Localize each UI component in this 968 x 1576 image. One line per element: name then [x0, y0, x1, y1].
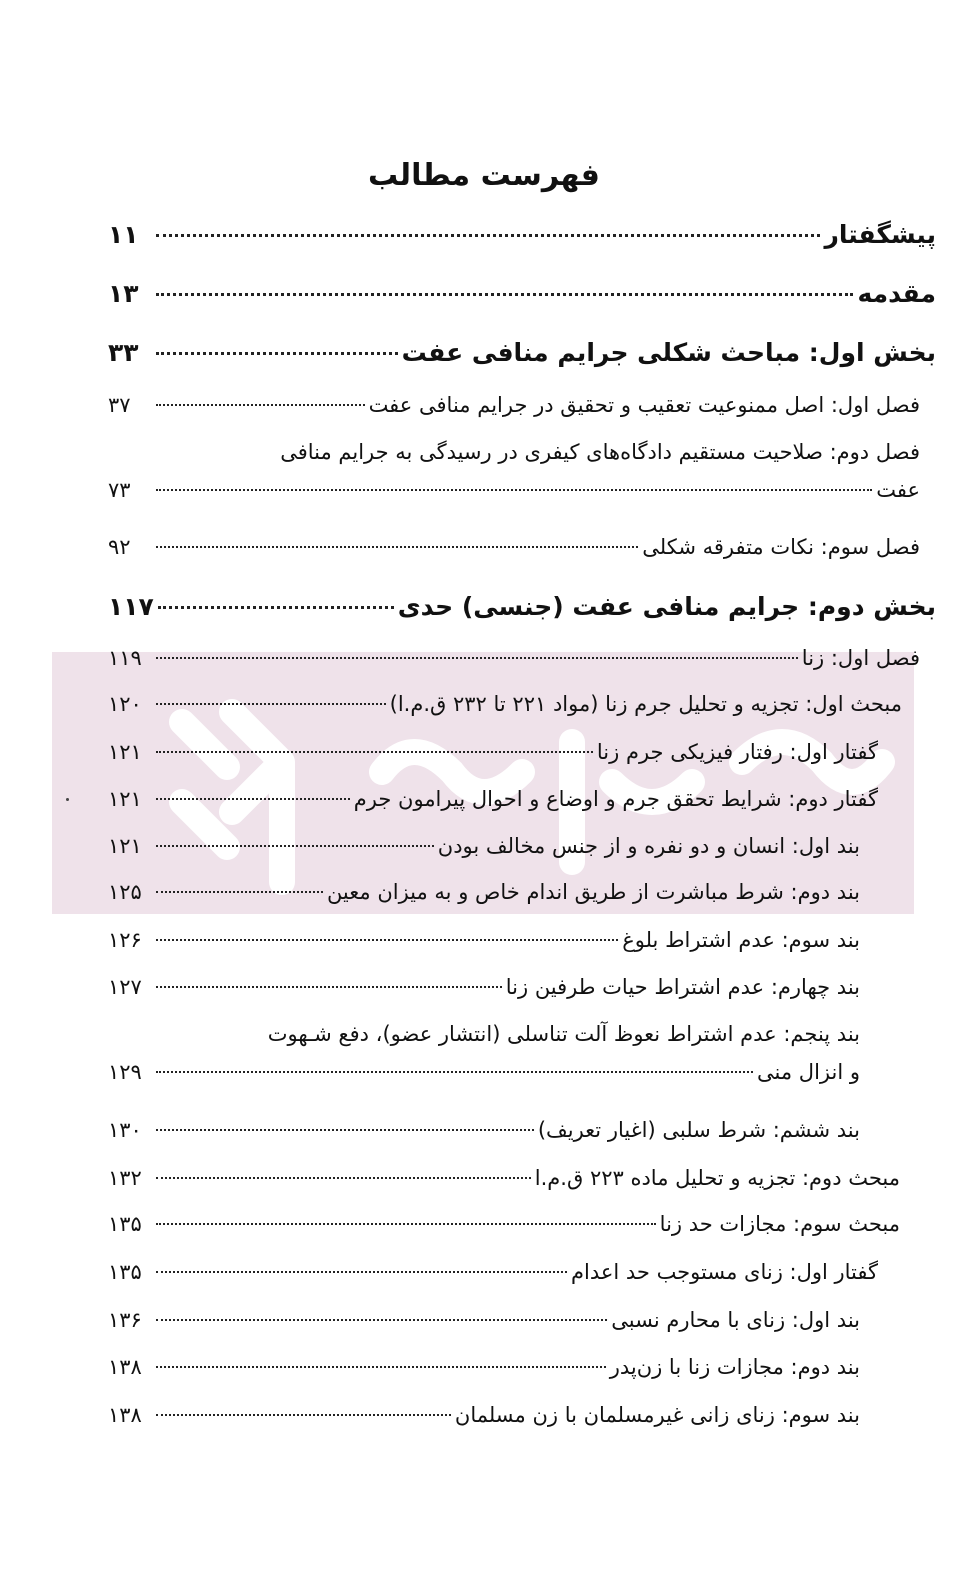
toc-entry-label: بخش دوم: جرایم منافی عفت (جنسی) حدی — [397, 592, 936, 621]
toc-entry-label: گفتار دوم: شرایط تحقق جرم و اوضاع و احوال پیرامون جرم — [353, 787, 878, 811]
toc-entry — [108, 220, 936, 249]
page-title: فهرست مطالب — [368, 158, 600, 193]
toc-entry-page: ۱۱۹ — [108, 646, 142, 670]
toc-entry-label: پیشگفتار — [824, 220, 936, 249]
toc-entry — [108, 1118, 860, 1142]
toc-entry-label: فصل سوم: نکات متفرقه شکلی — [642, 535, 920, 559]
toc-entry — [108, 1166, 900, 1190]
toc-entry-label: بند چهارم: عدم اشتراط حیات طرفین زنا — [505, 975, 860, 999]
dot-leader — [156, 1071, 753, 1073]
toc-entry — [108, 646, 920, 670]
toc-entry-page: ۳۳ — [108, 338, 139, 367]
toc-entry-page: ۱۲۱ — [108, 787, 142, 811]
dot-leader — [156, 1271, 567, 1273]
dot-leader — [156, 293, 853, 296]
toc-entry-label: بخش اول: مباحث شکلی جرایم منافی عفت — [401, 338, 936, 367]
toc-entry — [108, 393, 920, 417]
toc-entry — [108, 440, 920, 502]
dot-leader — [156, 546, 638, 548]
toc-entry-label: مبحث اول: تجزیه و تحلیل جرم زنا (مواد ۲۲۱ تا ۲۳۲ ق.م.ا) — [389, 692, 902, 716]
dot-leader — [156, 986, 502, 988]
dot-leader — [156, 939, 618, 941]
toc-entry — [108, 692, 902, 716]
toc-entry-label: بند ششم: شرط سلبی (اغیار تعریف) — [537, 1118, 860, 1142]
toc-entry — [108, 1212, 900, 1236]
dot-leader — [156, 703, 386, 705]
dot-leader — [156, 352, 398, 355]
dot-leader — [156, 1414, 451, 1416]
toc-entry-label: فصل دوم: صلاحیت مستقیم دادگاه‌های کیفری در رسیدگی به جرایم منافی — [280, 440, 920, 464]
toc-entry-label: مبحث سوم: مجازات حد زنا — [659, 1212, 900, 1236]
toc-entry-page: ۱۳۸ — [108, 1355, 142, 1379]
dot-leader — [156, 1129, 534, 1131]
toc-entry — [108, 1022, 860, 1084]
toc-entry-page: ۱۲۷ — [108, 975, 142, 999]
toc-entry-label: بند سوم: عدم اشتراط بلوغ — [622, 928, 860, 952]
toc-entry-page: ۱۲۰ — [108, 692, 142, 716]
toc-entry-page: ۱۱ — [108, 220, 139, 249]
dot-leader — [156, 891, 323, 893]
toc-entry-page: ۱۳۰ — [108, 1118, 142, 1142]
toc-entry-label: بند اول: زنای با محارم نسبی — [611, 1308, 860, 1332]
stray-mark — [66, 798, 69, 801]
toc-entry — [108, 880, 860, 904]
toc-entry-label: بند دوم: شرط مباشرت از طریق اندام خاص و به میزان معین — [326, 880, 860, 904]
dot-leader — [156, 404, 365, 406]
toc-entry-label: بند دوم: مجازات زنا با زن‌پدر — [609, 1355, 860, 1379]
dot-leader — [158, 606, 394, 609]
toc-entry-page: ۱۲۵ — [108, 880, 142, 904]
toc-entry-page: ۱۲۹ — [108, 1060, 142, 1084]
dot-leader — [156, 489, 872, 491]
toc-entry — [108, 834, 860, 858]
toc-entry-label: بند سوم: زنای زانی غیرمسلمان با زن مسلمان — [454, 1403, 860, 1427]
toc-entry — [108, 592, 936, 621]
toc-entry-label: بند اول: انسان و دو نفره و از جنس مخالف بودن — [437, 834, 860, 858]
toc-entry-page: ۱۳۸ — [108, 1403, 142, 1427]
toc-entry — [108, 1403, 860, 1427]
toc-entry — [108, 787, 878, 811]
toc-entry — [108, 1308, 860, 1332]
toc-entry-page: ۷۳ — [108, 478, 131, 502]
toc-entry-label: مبحث دوم: تجزیه و تحلیل ماده ۲۲۳ ق.م.ا — [534, 1166, 900, 1190]
toc-entry-page: ۹۲ — [108, 535, 131, 559]
toc-entry-label: فصل اول: اصل ممنوعیت تعقیب و تحقیق در جرایم منافی عفت — [368, 393, 920, 417]
toc-entry — [108, 1355, 860, 1379]
dot-leader — [156, 234, 820, 237]
toc-entry-label-cont: و انزال منی — [757, 1060, 860, 1084]
toc-entry-label-cont: عفت — [876, 478, 920, 502]
toc-entry — [108, 1260, 878, 1284]
dot-leader — [156, 798, 350, 800]
toc-entry-page: ۱۳۶ — [108, 1308, 142, 1332]
toc-entry-label: بند پنجم: عدم اشتراط نعوظ آلت تناسلی (انتشار عضو)، دفع شـهوت — [267, 1022, 860, 1046]
toc-entry — [108, 740, 878, 764]
dot-leader — [156, 657, 798, 659]
toc-entry — [108, 338, 936, 367]
toc-entry-page: ۱۲۱ — [108, 740, 142, 764]
dot-leader — [156, 1177, 531, 1179]
toc-entry-label: گفتار اول: زنای مستوجب حد اعدام — [570, 1260, 878, 1284]
toc-entry-page: ۳۷ — [108, 393, 131, 417]
toc-entry — [108, 928, 860, 952]
toc-entry-label: مقدمه — [857, 279, 936, 308]
toc-entry-page: ۱۲۱ — [108, 834, 142, 858]
toc-entry-page: ۱۳۵ — [108, 1212, 142, 1236]
toc-entry-page: ۱۲۶ — [108, 928, 142, 952]
toc-entry — [108, 535, 920, 559]
dot-leader — [156, 1366, 606, 1368]
toc-entry-page: ۱۳۲ — [108, 1166, 142, 1190]
dot-leader — [156, 1223, 656, 1225]
dot-leader — [156, 751, 593, 753]
toc-entry-page: ۱۳۵ — [108, 1260, 142, 1284]
dot-leader — [156, 1319, 607, 1321]
toc-entry — [108, 279, 936, 308]
toc-entry-page: ۱۳ — [108, 279, 139, 308]
dot-leader — [156, 845, 434, 847]
toc-entry-label: فصل اول: زنا — [801, 646, 920, 670]
toc-entry — [108, 975, 860, 999]
toc-entry-label: گفتار اول: رفتار فیزیکی جرم زنا — [596, 740, 878, 764]
toc-entry-page: ۱۱۷ — [108, 592, 154, 621]
